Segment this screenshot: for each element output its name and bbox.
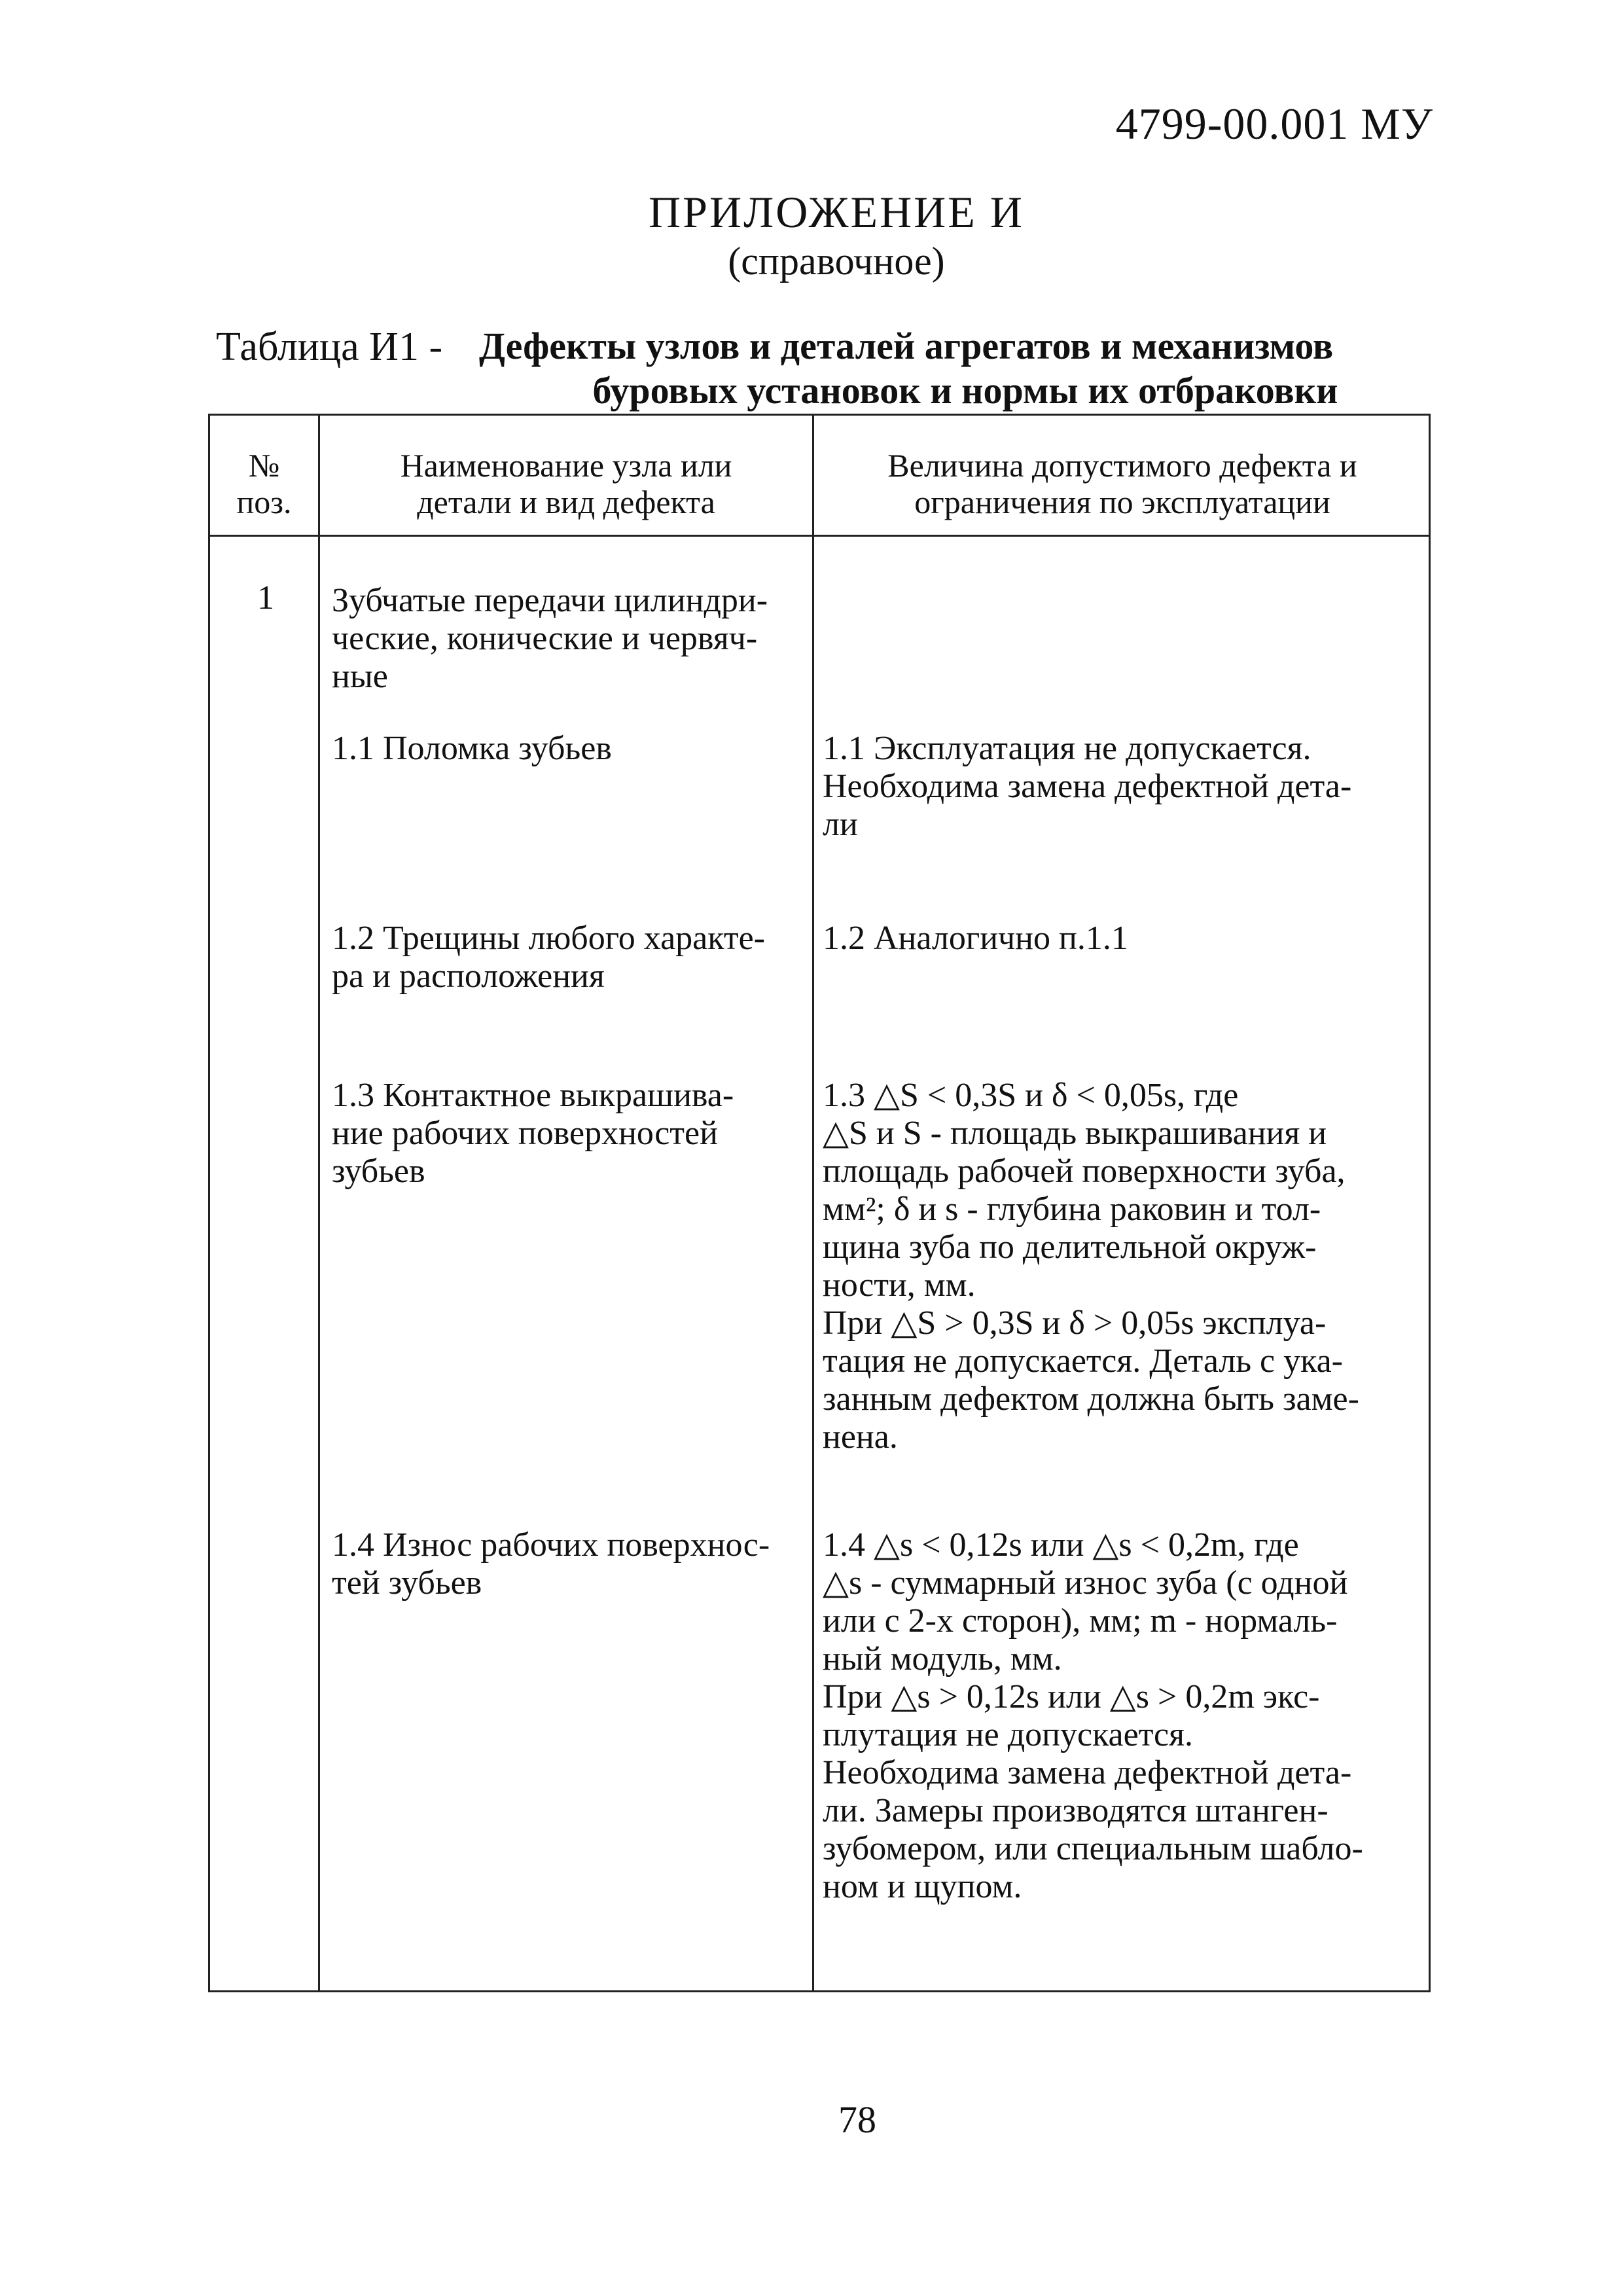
limit-1-3 (823, 1077, 1359, 1456)
page-number: 78 (838, 2098, 876, 2141)
header-limit-line: ограничения по эксплуатации (914, 484, 1330, 520)
defect-line: 1.4 Износ рабочих поверхнос- (332, 1526, 770, 1564)
item-title (332, 582, 768, 696)
item-title-line: ческие, конические и червяч- (332, 620, 758, 657)
limit-line: △S и S - площадь выкрашивания и (823, 1115, 1327, 1152)
defect-1-1 (332, 730, 612, 768)
limit-line: плутация не допускается. (823, 1716, 1194, 1753)
limit-line: 1.3 △S < 0,3S и δ < 0,05s, где (823, 1077, 1239, 1114)
limit-line: Необходима замена дефектной дета- (823, 1754, 1352, 1791)
header-pos (210, 447, 318, 520)
table-caption-line: Дефекты узлов и деталей агрегатов и механизмов (479, 325, 1334, 367)
header-limit (814, 447, 1431, 520)
table-caption-prefix: Таблица И1 - (216, 325, 443, 369)
header-pos-line: поз. (236, 484, 292, 520)
limit-line: зубомером, или специальным шабло- (823, 1830, 1363, 1867)
defect-line: 1.3 Контактное выкрашива- (332, 1077, 734, 1114)
header-name-line: Наименование узла или (400, 447, 732, 484)
defect-1-2 (332, 920, 765, 996)
header-name (320, 447, 812, 520)
limit-line: или с 2-х сторон), мм; m - нормаль- (823, 1602, 1338, 1640)
limit-line: щина зуба по делительной окруж- (823, 1229, 1317, 1266)
limit-line: 1.1 Эксплуатация не допускается. (823, 730, 1311, 767)
limit-line: 1.2 Аналогично п.1.1 (823, 920, 1128, 957)
header-pos-line: № (248, 447, 280, 484)
header-name-line: детали и вид дефекта (417, 484, 715, 520)
header-limit-line: Величина допустимого дефекта и (887, 447, 1357, 484)
header-divider (210, 535, 1429, 537)
defect-line: 1.2 Трещины любого характе- (332, 920, 765, 957)
table-caption-line: буровых установок и нормы их отбраковки (592, 369, 1338, 412)
limit-line: занным дефектом должна быть заме- (823, 1380, 1359, 1418)
limit-1-4 (823, 1526, 1363, 1906)
limit-line: ли. Замеры производятся штанген- (823, 1792, 1329, 1829)
limit-1-2 (823, 920, 1128, 958)
limit-line: ли (823, 806, 858, 843)
limit-line: мм²; δ и s - глубина раковин и тол- (823, 1191, 1321, 1228)
limit-1-1 (823, 730, 1351, 844)
defect-line: 1.1 Поломка зубьев (332, 730, 612, 767)
limit-line: ности, мм. (823, 1266, 976, 1304)
limit-line: нена. (823, 1418, 898, 1456)
defect-line: тей зубьев (332, 1564, 482, 1602)
appendix-title: ПРИЛОЖЕНИЕ И (649, 187, 1024, 237)
item-number: 1 (257, 579, 274, 617)
limit-line: 1.4 △s < 0,12s или △s < 0,2m, где (823, 1526, 1299, 1564)
defect-1-3 (332, 1077, 734, 1191)
limit-line: тация не допускается. Деталь с ука- (823, 1342, 1343, 1380)
document-code: 4799-00.001 МУ (1115, 99, 1433, 149)
defect-line: ние рабочих поверхностей (332, 1115, 718, 1152)
limit-line: ный модуль, мм. (823, 1640, 1062, 1677)
limit-line: площадь рабочей поверхности зуба, (823, 1153, 1346, 1190)
defects-table (208, 414, 1431, 1992)
column-divider (318, 416, 320, 1990)
column-divider (812, 416, 814, 1990)
defect-line: зубьев (332, 1153, 425, 1190)
limit-line: ном и щупом. (823, 1868, 1022, 1905)
limit-line: При △s > 0,12s или △s > 0,2m экс- (823, 1678, 1320, 1715)
item-title-line: ные (332, 658, 388, 695)
table-caption (479, 324, 1446, 413)
appendix-subtitle: (справочное) (728, 240, 945, 283)
defect-1-4 (332, 1526, 770, 1602)
defect-line: ра и расположения (332, 958, 605, 995)
limit-line: При △S > 0,3S и δ > 0,05s эксплуа- (823, 1304, 1327, 1342)
item-title-line: Зубчатые передачи цилиндри- (332, 582, 768, 619)
limit-line: Необходима замена дефектной дета- (823, 768, 1352, 805)
limit-line: △s - суммарный износ зуба (с одной (823, 1564, 1348, 1602)
